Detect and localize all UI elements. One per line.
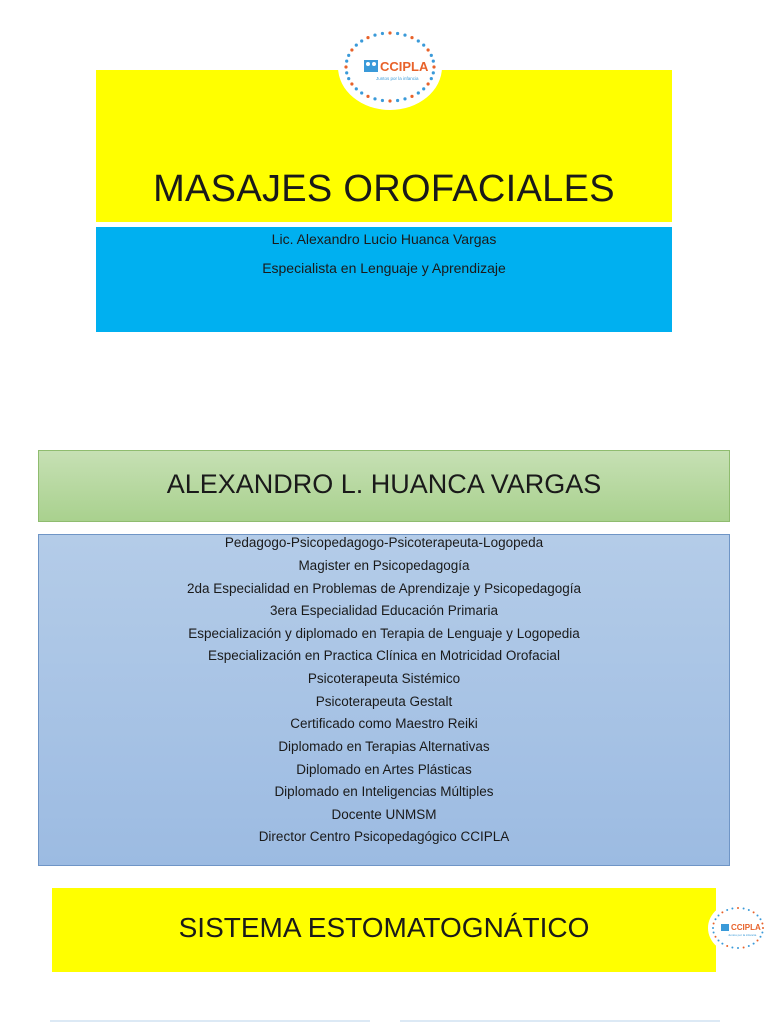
credential-item: 2da Especialidad en Problemas de Aprendizaje y Psicopedagogía xyxy=(186,581,582,596)
author-role: Especialista en Lenguaje y Aprendizaje xyxy=(262,260,506,276)
logo-ring-dot xyxy=(761,923,763,925)
credential-item: Docente UNMSM xyxy=(331,807,437,822)
logo-ring-dot xyxy=(417,39,420,42)
logo-wordmark-small: CCIPLA xyxy=(731,923,761,932)
logo-ring-dot xyxy=(748,945,750,947)
logo-ring-dot xyxy=(726,945,728,947)
logo-ring-dot xyxy=(432,65,435,68)
logo-ring-dot xyxy=(396,32,399,35)
subtitle-banner xyxy=(96,227,672,332)
logo-ring-dot xyxy=(715,918,717,920)
logo-ring-dot xyxy=(715,936,717,938)
logo-ring-dot xyxy=(721,911,723,913)
credential-item: Especialización en Practica Clínica en Motricidad Orofacial xyxy=(208,648,560,663)
name-banner xyxy=(38,450,730,522)
credential-item: Diplomado en Artes Plásticas xyxy=(296,762,472,777)
logo-ring-dot xyxy=(344,65,347,68)
logo-ring-dot xyxy=(403,97,406,100)
credential-item: Director Centro Psicopedagógico CCIPLA xyxy=(258,829,510,844)
logo-ring-dot xyxy=(760,936,762,938)
logo-ring-dot xyxy=(430,54,433,57)
next-slide-edge xyxy=(50,1020,370,1022)
logo-ring-dot xyxy=(731,908,733,910)
slide-title: MASAJES OROFACIALES xyxy=(153,168,615,210)
logo-ring-dot xyxy=(396,99,399,102)
credential-item: Diplomado en Terapias Alternativas xyxy=(278,739,490,754)
logo-ring-dot xyxy=(737,907,739,909)
presenter-name: ALEXANDRO L. HUANCA VARGAS xyxy=(166,469,602,499)
logo-ring-dot xyxy=(373,34,376,37)
logo-ring-dot xyxy=(350,48,353,51)
logo-ring-dot xyxy=(726,909,728,911)
logo-ring-dot xyxy=(713,923,715,925)
credential-item: Pedagogo-Psicopedagogo-Psicoterapeuta-Logopeda xyxy=(224,535,544,550)
credential-item: Especialización y diplomado en Terapia de Lenguaje y Logopedia xyxy=(188,626,580,641)
next-slide-edge xyxy=(400,1020,720,1022)
logo-ring-dot xyxy=(355,87,358,90)
logo-ring-dot xyxy=(366,36,369,39)
logo-ring-dot xyxy=(345,71,348,74)
logo-ring-dot xyxy=(355,44,358,47)
logo-ring-dot xyxy=(381,32,384,35)
ccipla-logo-graphic xyxy=(338,24,442,110)
logo-ring-dot xyxy=(360,91,363,94)
logo-ring-dot xyxy=(753,943,755,945)
logo-ring-dot xyxy=(388,31,391,34)
logo-ring-dot xyxy=(743,908,745,910)
logo-tagline-small: Juntos por la infancia xyxy=(728,933,757,937)
logo-ring-dot xyxy=(757,915,759,917)
logo-ring-dot xyxy=(381,99,384,102)
logo-ring-dot xyxy=(432,71,435,74)
section-title: SISTEMA ESTOMATOGNÁTICO xyxy=(178,912,590,943)
logo-ring-dot xyxy=(721,943,723,945)
logo-ring-dot xyxy=(427,82,430,85)
logo-ring-dot xyxy=(345,60,348,63)
logo-ring-dot xyxy=(422,44,425,47)
logo-tagline: Juntos por la infancia xyxy=(376,76,419,81)
credential-item: 3era Especialidad Educación Primaria xyxy=(269,603,499,618)
credential-item: Psicoterapeuta Sistémico xyxy=(307,671,461,686)
logo-ring-dot xyxy=(366,95,369,98)
logo-ring-dot xyxy=(432,60,435,63)
credential-item: Certificado como Maestro Reiki xyxy=(290,716,478,731)
logo-ring-dot xyxy=(718,940,720,942)
logo-ring-dot xyxy=(430,77,433,80)
logo-ring-dot xyxy=(388,99,391,102)
credential-item: Magister en Psicopedagogía xyxy=(298,558,470,573)
logo-ring-dot xyxy=(743,947,745,949)
logo-ring-dot xyxy=(718,915,720,917)
credentials-panel xyxy=(38,534,730,866)
logo-ring-dot xyxy=(753,911,755,913)
logo-ring-dot xyxy=(347,54,350,57)
logo-ring-dot xyxy=(731,947,733,949)
logo-ring-dot xyxy=(417,91,420,94)
logo-ring-dot xyxy=(757,940,759,942)
author-name: Lic. Alexandro Lucio Huanca Vargas xyxy=(271,231,497,247)
credential-item: Diplomado en Inteligencias Múltiples xyxy=(274,784,494,799)
logo-ring-dot xyxy=(427,48,430,51)
ccipla-logo xyxy=(338,24,442,110)
logo-ring-dot xyxy=(761,932,763,934)
logo-ring-dot xyxy=(410,95,413,98)
logo-ring-dot xyxy=(762,927,764,929)
section-banner xyxy=(52,888,716,972)
ccipla-logo-small xyxy=(708,902,768,954)
logo-ring-dot xyxy=(360,39,363,42)
logo-ring-dot xyxy=(748,909,750,911)
logo-wordmark: CCIPLA xyxy=(380,59,429,74)
credential-item: Psicoterapeuta Gestalt xyxy=(315,694,453,709)
logo-ring-dot xyxy=(760,918,762,920)
logo-ring-dot xyxy=(712,927,714,929)
logo-ring-dot xyxy=(373,97,376,100)
logo-ring-dot xyxy=(713,932,715,934)
logo-ring-dot xyxy=(422,87,425,90)
logo-ring-dot xyxy=(403,34,406,37)
logo-ring-dot xyxy=(347,77,350,80)
logo-ring-dot xyxy=(737,947,739,949)
ccipla-logo-small-graphic xyxy=(708,902,768,954)
logo-ring-dot xyxy=(350,82,353,85)
logo-ring-dot xyxy=(410,36,413,39)
